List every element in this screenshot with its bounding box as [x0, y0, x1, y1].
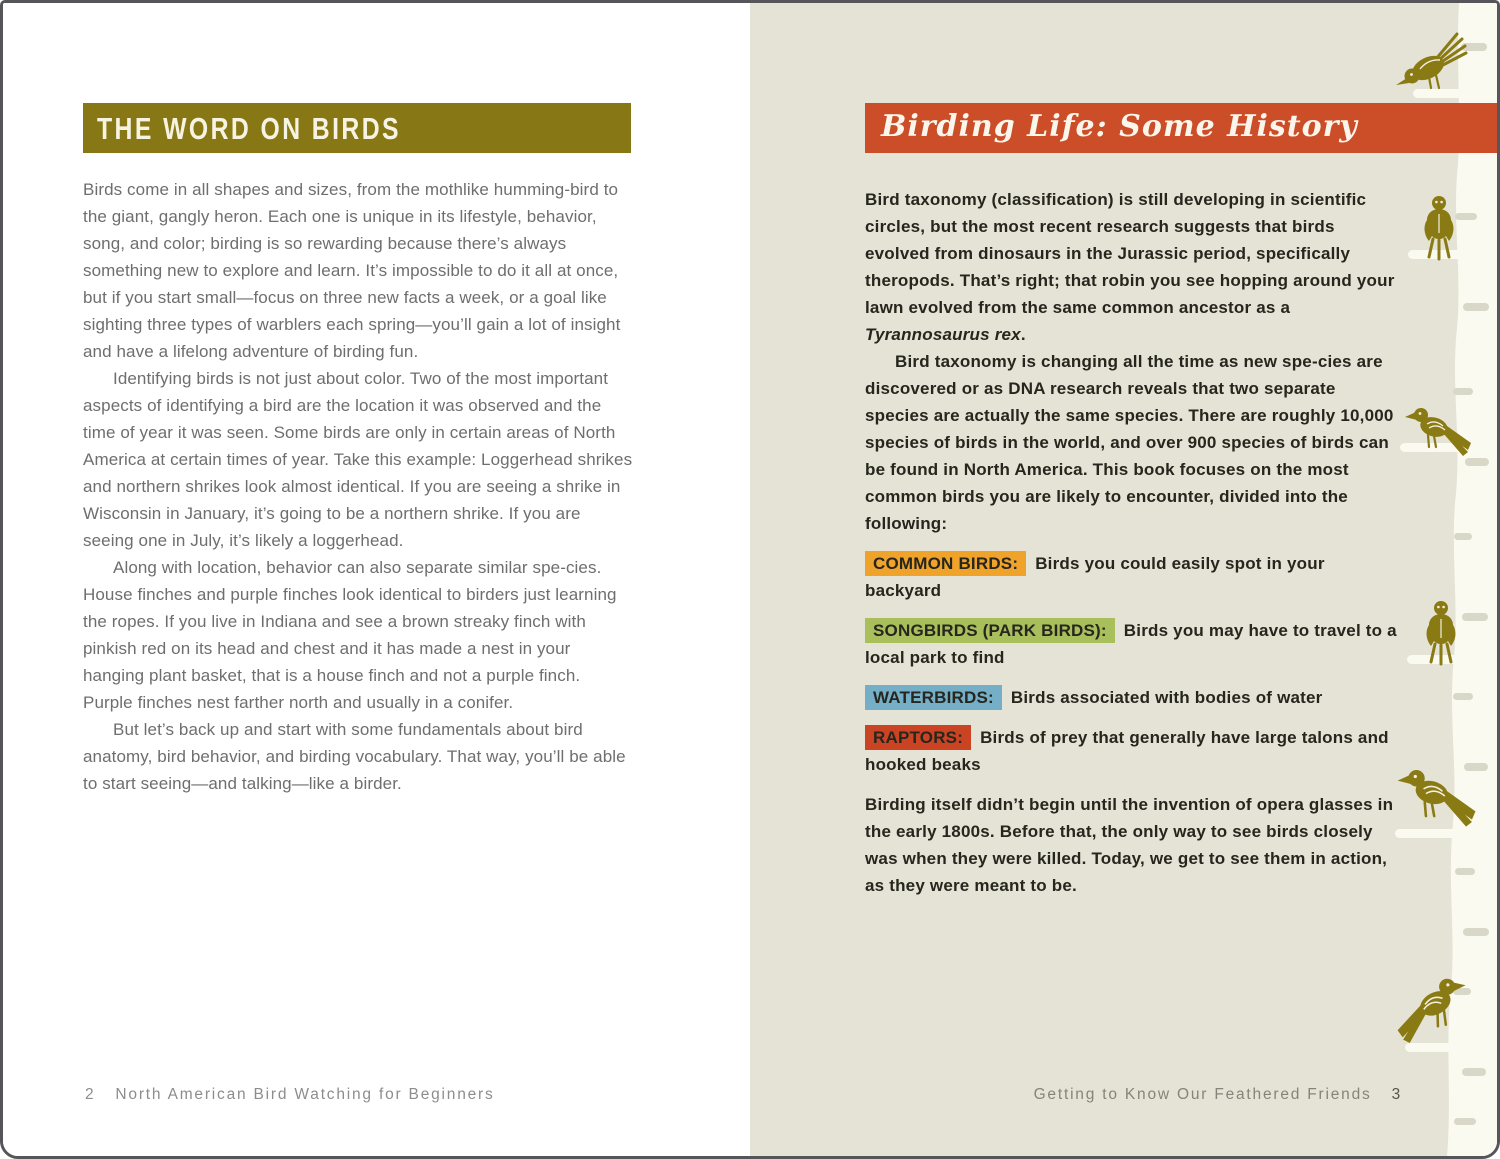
paragraph-text: Bird taxonomy (classification) is still developing in scientific circles, but the most recent research suggests that birds evolved from dinosaurs in the Jurassic period, specifically theropods. That’s right; that robin you see hopping around your lawn evolved from the same common ancestor as a — [865, 190, 1395, 317]
category-common-birds — [865, 550, 1402, 604]
category-description: Birds of prey that generally have large talons and hooked beaks — [865, 728, 1389, 774]
paragraph — [865, 186, 1402, 348]
category-highlight-label: RAPTORS: — [865, 725, 971, 750]
left-body-text — [83, 176, 633, 797]
bird-silhouette-4 — [1427, 601, 1456, 664]
paragraph: But let’s back up and start with some fundamentals about bird anatomy, bird behavior, and birding vocabulary. That way, you’ll be able to start seeing—and talking—like a birder. — [83, 720, 626, 793]
category-description: Birds you could easily spot in your backyard — [865, 554, 1325, 600]
running-chapter-title: Getting to Know Our Feathered Friends — [1033, 1086, 1372, 1103]
branch-stub — [1408, 250, 1462, 259]
left-section-title: THE WORD ON BIRDS — [97, 110, 401, 146]
right-section-title: Birding Life: Some History — [881, 108, 1358, 144]
branch-stub — [1400, 443, 1462, 452]
branch-stub — [1405, 1043, 1462, 1052]
right-page — [750, 3, 1497, 1156]
running-book-title: North American Bird Watching for Beginners — [115, 1086, 495, 1103]
paragraph-text: . — [1020, 325, 1026, 344]
species-name-italic: Tyrannosaurus rex — [865, 325, 1021, 344]
category-highlight-label: WATERBIRDS: — [865, 685, 1002, 710]
branch-stub — [1413, 89, 1465, 98]
category-waterbirds — [865, 684, 1402, 711]
paragraph: Along with location, behavior can also separate similar spe-cies. House finches and purple finches look identical to birders just learning the ropes. If you live in Indiana and see a brown streaky finch with pinkish red on its head and chest and it has made a nest in your hanging plant basket, that is a house finch and not a purple finch. Purple finches nest farther north and usually in a conifer. — [83, 558, 617, 712]
category-songbirds — [865, 617, 1402, 671]
right-section-banner — [865, 103, 1497, 153]
category-description: Birds associated with bodies of water — [1010, 688, 1323, 707]
paragraph: Birds come in all shapes and sizes, from the mothlike humming-bird to the giant, gangly heron. Each one is unique in its lifestyle, behavior, song, and color; birding is so rewarding because there’s always something new to explore and learn. It’s impossible to do it all at once, but if you start small—focus on three new facts a week, or a goal like sighting three types of warblers each spring—you’ll gain a lot of insight and have a lifelong adventure of birding fun. — [83, 180, 621, 361]
paragraph: Identifying birds is not just about color. Two of the most important aspects of identifying a bird are the location it was observed and the time of year it was seen. Some birds are only in certain areas of North America at certain times of year. Take this example: Loggerhead shrikes and northern shrikes look almost identical. If you are seeing a shrike in Wisconsin in January, it’s going to be a northern shrike. If you are seeing one in July, it’s likely a loggerhead. — [83, 369, 633, 550]
left-page — [3, 3, 750, 1156]
left-section-banner — [83, 103, 631, 153]
paragraph: Birding itself didn’t begin until the invention of opera glasses in the early 1800s. Before that, the only way to see birds closely was when they were killed. Today, we get to see them in action, as they were meant to be. — [865, 795, 1394, 895]
category-highlight-label: SONGBIRDS (PARK BIRDS): — [865, 618, 1115, 643]
bird-silhouette-1 — [1396, 34, 1466, 88]
paragraph: Bird taxonomy is changing all the time as new spe-cies are discovered or as DNA research reveals that two separate species are actually the same species. There are roughly 10,000 species of birds in the world, and over 900 species of birds can be found in North America. This book focuses on the most common birds you are likely to encounter, divided into the following: — [865, 352, 1394, 533]
category-description: Birds you may have to travel to a local park to find — [865, 621, 1397, 667]
right-body-text — [865, 186, 1402, 899]
left-footer — [85, 1086, 495, 1104]
right-page-number: 3 — [1391, 1086, 1402, 1103]
left-page-number: 2 — [85, 1086, 96, 1103]
branch-stub — [1407, 655, 1462, 664]
branch-stub — [1395, 829, 1461, 838]
bird-silhouette-2 — [1425, 196, 1454, 259]
category-raptors — [865, 724, 1402, 778]
category-highlight-label: COMMON BIRDS: — [865, 551, 1026, 576]
bird-category-list — [865, 550, 1402, 778]
